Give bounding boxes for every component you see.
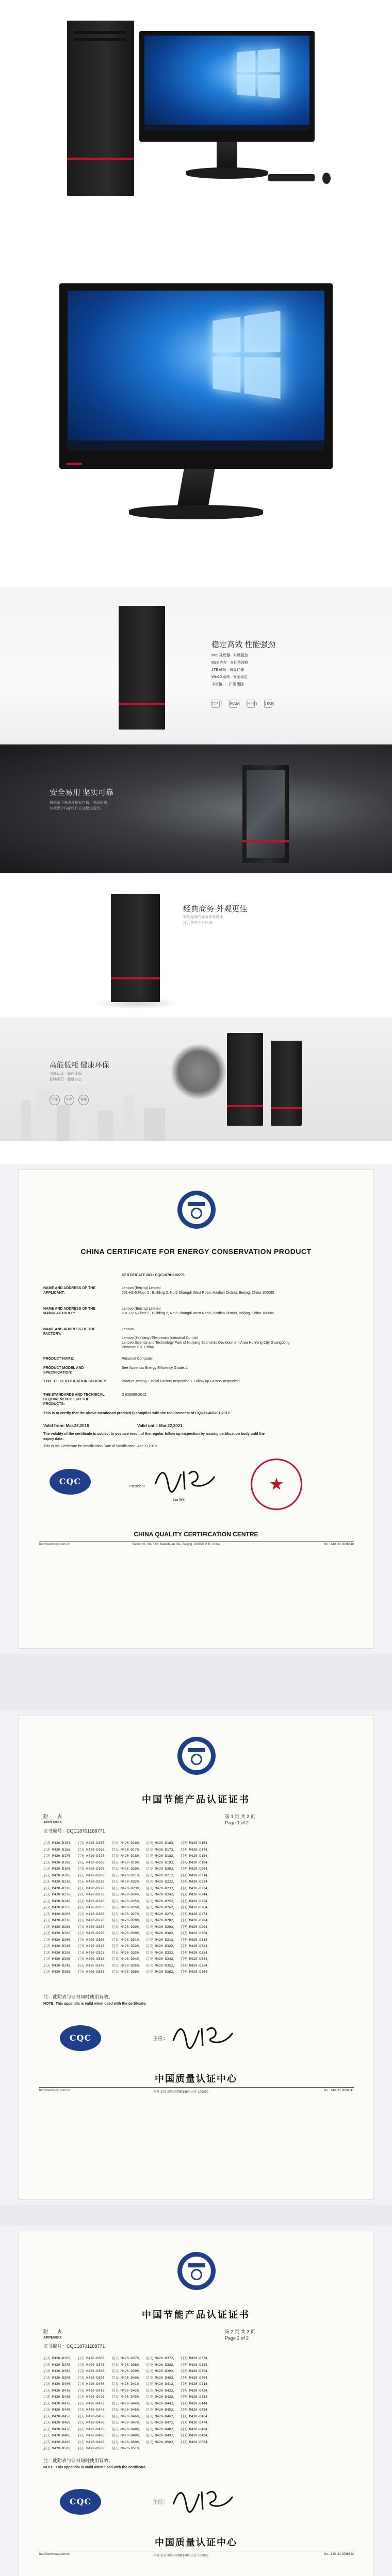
field-factory: NAME AND ADDRESS OF THE FACTORY: Lenovo bbox=[43, 1328, 134, 1336]
feature-icons bbox=[211, 700, 272, 708]
valid-from: Valid from: Mar.22,2018 bbox=[43, 1423, 89, 1428]
model-row: 启天 M420-D246， 启天 M420-D248， 启天 M420-D250， 启天 M420-D252， 启天 M420-D254， bbox=[43, 1899, 211, 1903]
desktop-tower bbox=[119, 606, 165, 730]
president-signature bbox=[153, 1464, 220, 1499]
text-line: 简约经典的商务外观设计， bbox=[183, 916, 226, 919]
text-line: 适合各类办公环境。 bbox=[183, 921, 216, 925]
model-row: 启天 M420-D276， 启天 M420-D278， 启天 M420-D280， 启天 M420-D282， 启天 M420-D284， bbox=[43, 1918, 211, 1922]
certificate-title: CHINA CERTIFICATE FOR ENERGY CONSERVATION PRODUCT bbox=[80, 1247, 312, 1256]
model-row: 启天 M420-D446， 启天 M420-D448， 启天 M420-D450， 启天 M420-D452， 启天 M420-D454， bbox=[43, 2408, 211, 2412]
ram-icon: RAM bbox=[229, 700, 237, 708]
field-scheme: TYPE OF CERTIFICATION SCHEMES: Product Testing + Initial Factory Inspection + Follow up Factory Inspection bbox=[43, 1380, 240, 1383]
hdd-icon: HDD bbox=[247, 700, 255, 708]
performance-section bbox=[0, 587, 392, 744]
appendix-certificate-2 bbox=[18, 2231, 374, 2576]
footer-url: http://www.cqc.com.cn bbox=[39, 2089, 70, 2092]
section-title: 经典商务 外观更佳 bbox=[183, 905, 248, 913]
modification-note: This is the Certificate for Modification,Date of Modification: Apr.03,2018 bbox=[43, 1445, 157, 1448]
keyboard bbox=[268, 174, 315, 181]
energy-certificate bbox=[18, 1170, 374, 1649]
footer-number: No.: 140. 31 0086640 bbox=[324, 1543, 354, 1546]
issuing-centre: 中国质量认证中心 bbox=[155, 2074, 237, 2084]
text-line: 机箱采用高强度钢板打造，坚固耐用， bbox=[50, 801, 111, 805]
separator bbox=[0, 1654, 392, 1710]
model-row: 启天 M420-D166， 启天 M420-D168， 启天 M420-D170， 启天 M420-D172， 启天 M420-D174， bbox=[43, 1847, 211, 1852]
model-row: 启天 M420-D296， 启天 M420-D298， 启天 M420-D300， 启天 M420-D302， 启天 M420-D304， bbox=[43, 1931, 211, 1935]
model-row: 启天 M420-D216， 启天 M420-D218， 启天 M420-D220， 启天 M420-D222， 启天 M420-D224， bbox=[43, 1879, 211, 1884]
model-row: 启天 M420-D256， 启天 M420-D258， 启天 M420-D260， 启天 M420-D262， 启天 M420-D264， bbox=[43, 1905, 211, 1909]
certificate-footer bbox=[39, 1541, 354, 1546]
cqc-emblem-icon bbox=[177, 1737, 216, 1775]
model-row: 启天 M420-D426， 启天 M420-D428， 启天 M420-D430， 启天 M420-D432， 启天 M420-D434， bbox=[43, 2395, 211, 2399]
appendix-certificate-1 bbox=[18, 1716, 374, 2200]
usb-icon: USB bbox=[264, 700, 272, 708]
model-row: 启天 M420-D206， 启天 M420-D208， 启天 M420-D210， 启天 M420-D212， 启天 M420-D214， bbox=[43, 1873, 211, 1877]
separator bbox=[0, 2205, 392, 2226]
field-factory-address: Lenovo (HuiYang) Electronics Industrial Co.,Ltd Lenovo Science and Technology Park of Huiyang Economic Development Area HuiYang City Guangdong Province P.R. China bbox=[122, 1336, 290, 1349]
certificate-number: CERTIFICATE NO.: CQC18701188771 bbox=[122, 1274, 185, 1277]
appendix-label-en: APPENDIX bbox=[43, 2336, 62, 2340]
desktop-screen bbox=[144, 36, 309, 131]
certificate-footer bbox=[39, 2087, 354, 2092]
hero-product-set bbox=[0, 0, 392, 227]
footer-address: 中国·北京·南四环西路188号九区 100070 bbox=[153, 2091, 208, 2094]
model-row: 启天 M420-D306， 启天 M420-D308， 启天 M420-D310， 启天 M420-D312， 启天 M420-D314， bbox=[43, 1937, 211, 1942]
feature-item: Win10 系统 · 安全稳定 bbox=[211, 675, 248, 679]
feature-item: Intel 处理器 · 升级强劲 bbox=[211, 654, 248, 657]
eco-badge: 环保 bbox=[64, 1095, 74, 1105]
desktop-tower bbox=[271, 1041, 302, 1126]
model-row: 启天 M420-D176， 启天 M420-D178， 启天 M420-D180， 启天 M420-D182， 启天 M420-D184， bbox=[43, 1854, 211, 1858]
tree-graphic bbox=[170, 1043, 227, 1100]
monitor-stand bbox=[217, 142, 237, 170]
validity-note: The validity of the certificate is subject to positive result of the regular follow up inspection by issuing certification body until the expiry date. bbox=[43, 1432, 265, 1441]
monitor-base bbox=[129, 505, 263, 519]
president-name: Liu Wei bbox=[173, 1498, 186, 1502]
footer-url: http://www.cqc.com.cn bbox=[39, 2553, 70, 2556]
conformity-statement: This is to certify that the above mentioned product(s) complies with the requirements of CQC31-465201-2012. bbox=[43, 1412, 231, 1415]
eco-badge: 节能 bbox=[50, 1095, 60, 1105]
model-row: 启天 M420-D466， 启天 M420-D468， 启天 M420-D470， 启天 M420-D472， 启天 M420-D474， bbox=[43, 2420, 211, 2425]
desktop-tower bbox=[67, 21, 134, 196]
cqc-logo-icon: CQC bbox=[60, 2489, 101, 2515]
hero-monitor bbox=[0, 227, 392, 587]
model-row: 启天 M420-D406， 启天 M420-D408， 启天 M420-D410， 启天 M420-D412， 启天 M420-D414， bbox=[43, 2382, 211, 2386]
certificate-panel bbox=[0, 2226, 392, 2576]
page-number-cn: 第 2 页 共 2 页 bbox=[225, 2329, 255, 2334]
page-number-cn: 第 1 页 共 2 页 bbox=[225, 1814, 255, 1819]
note-en: NOTE: This appendix is valid when used with the certificate. bbox=[43, 2002, 146, 2006]
model-row: 启天 M420-D386， 启天 M420-D388， 启天 M420-D390， 启天 M420-D392， 启天 M420-D394， bbox=[43, 2369, 211, 2373]
model-row: 启天 M420-D476， 启天 M420-D478， 启天 M420-D480， 启天 M420-D482， 启天 M420-D484， bbox=[43, 2427, 211, 2431]
field-model: PRODUCT MODEL AND SPECIFICATION: See Appendix Energy Efficiency Grade: 1 bbox=[43, 1366, 188, 1375]
model-list bbox=[43, 2355, 210, 2452]
desktop-tower-open bbox=[242, 765, 289, 863]
taskbar bbox=[68, 440, 324, 450]
section-title: 稳定高效 性能强劲 bbox=[211, 640, 276, 649]
floor-shadow bbox=[93, 997, 181, 1009]
appendix-label: 附 表 bbox=[43, 2329, 62, 2334]
appendix-label-en: APPENDIX bbox=[43, 1821, 62, 1824]
cqc-logo-icon: CQC bbox=[50, 1469, 91, 1495]
eco-badge: 低噪 bbox=[78, 1095, 89, 1105]
model-row: 启天 M420-D416， 启天 M420-D418， 启天 M420-D420， 启天 M420-D422， 启天 M420-D424， bbox=[43, 2388, 211, 2393]
model-row: 启天 M420-D486， 启天 M420-D488， 启天 M420-D490， 启天 M420-D492， 启天 M420-D494， bbox=[43, 2433, 211, 2437]
feature-item: 丰富接口 · 扩展便捷 bbox=[211, 683, 244, 686]
model-row: 启天 M420-D506， 启天 M420-D508， 启天 M420-D510， bbox=[43, 2446, 142, 2450]
official-seal-icon bbox=[251, 1459, 302, 1510]
field-product-name: PRODUCT NAME: Personal Computer bbox=[43, 1357, 153, 1361]
feature-item: 8GB 内存 · 多任务流畅 bbox=[211, 661, 249, 665]
page-number-en: Page 2 of 2 bbox=[225, 2335, 249, 2341]
model-row: 启天 M420-D186， 启天 M420-D188， 启天 M420-D190， 启天 M420-D192， 启天 M420-D194， bbox=[43, 1860, 211, 1865]
model-row: 启天 M420-D356， 启天 M420-D358， 启天 M420-D360， 启天 M420-D362， 启天 M420-D364， bbox=[43, 1970, 211, 1974]
taskbar bbox=[144, 125, 309, 130]
field-manufacturer: NAME AND ADDRESS OF THE MANUFACTURER: Lenovo (Beijing) Limited 201-H2-6,Floor 2 , Building 2, No.6 Shangdi West Road, Haidian District, Beijing, China 100085 bbox=[43, 1307, 274, 1315]
valid-until: Valid until: Mar.22,2021 bbox=[137, 1423, 183, 1428]
desktop-screen-large bbox=[68, 291, 324, 450]
certificate-number: 证书编号：CQC18701188771 bbox=[43, 1828, 105, 1834]
issuing-centre: CHINA QUALITY CERTIFICATION CENTRE bbox=[134, 1531, 258, 1538]
model-row: 启天 M420-D366， 启天 M420-D368， 启天 M420-D370， 启天 M420-D372， 启天 M420-D374， bbox=[43, 2356, 211, 2360]
brand-accent bbox=[67, 463, 82, 465]
certificate-footer bbox=[39, 2551, 354, 2556]
model-row: 启天 M420-D456， 启天 M420-D458， 启天 M420-D460， 启天 M420-D462， 启天 M420-D464， bbox=[43, 2414, 211, 2418]
section-text bbox=[50, 1071, 127, 1082]
text-line: 节能认证 · 绿色环保 bbox=[50, 1072, 82, 1076]
monitor-large bbox=[59, 283, 333, 469]
president-label: President bbox=[129, 1485, 145, 1488]
cqc-emblem-icon bbox=[177, 2252, 216, 2290]
footer-number: No.: 140. 31 0086642 bbox=[324, 2553, 354, 2556]
model-row: 启天 M420-D376， 启天 M420-D378， 启天 M420-D380， 启天 M420-D382， 启天 M420-D384， bbox=[43, 2362, 211, 2367]
model-row: 启天 M420-D286， 启天 M420-D288， 启天 M420-D290， 启天 M420-D292， 启天 M420-D294， bbox=[43, 1924, 211, 1929]
section-text bbox=[183, 914, 266, 926]
note-cn: 注：此附表与证书同时使用有效。 bbox=[43, 2458, 113, 2463]
feature-item: 1TB 硬盘 · 海量存储 bbox=[211, 668, 244, 672]
note-cn: 注：此附表与证书同时使用有效。 bbox=[43, 1994, 113, 1999]
mouse bbox=[322, 173, 331, 184]
model-row: 启天 M420-D336， 启天 M420-D338， 启天 M420-D340， 启天 M420-D342， 启天 M420-D344， bbox=[43, 1957, 211, 1961]
certificate-title: 中国节能产品认证证书 bbox=[142, 1794, 250, 1805]
note-en: NOTE: This appendix is valid when used with the certificate. bbox=[43, 2466, 146, 2469]
monitor-stand bbox=[177, 469, 215, 507]
cqc-emblem-icon bbox=[177, 1191, 216, 1229]
model-row: 启天 M420-D496， 启天 M420-D498， 启天 M420-D500， 启天 M420-D502， 启天 M420-D504， bbox=[43, 2439, 211, 2444]
model-row: 启天 M420-D316， 启天 M420-D318， 启天 M420-D320， 启天 M420-D322， 启天 M420-D324， bbox=[43, 1944, 211, 1948]
president-signature bbox=[171, 2020, 238, 2055]
model-row: 启天 M420-D266， 启天 M420-D268， 启天 M420-D270， 启天 M420-D272， 启天 M420-D274， bbox=[43, 1911, 211, 1916]
desktop-tower bbox=[111, 894, 160, 1002]
footer-url: http://www.cqc.com.cn bbox=[39, 1543, 70, 1546]
section-title: 安全易用 坚实可靠 bbox=[50, 788, 114, 797]
text-line: 低噪运行 · 健康办公 bbox=[50, 1078, 82, 1081]
model-row: 启天 M420-D326， 启天 M420-D328， 启天 M420-D330， 启天 M420-D332， 启天 M420-D334， bbox=[43, 1950, 211, 1955]
field-applicant: NAME AND ADDRESS OF THE APPLICANT: Lenovo (Beijing) Limited 201-H2-6,Floor 2 , Building 2, No.6 Shangdi West Road, Haidian District, Beijing, China 100085 bbox=[43, 1286, 274, 1295]
model-row: 启天 M420-D236， 启天 M420-D238， 启天 M420-D240， 启天 M420-D242， 启天 M420-D244， bbox=[43, 1892, 211, 1896]
model-row: 启天 M420-D436， 启天 M420-D438， 启天 M420-D440， 启天 M420-D442， 启天 M420-D444， bbox=[43, 2401, 211, 2405]
monitor bbox=[139, 31, 315, 142]
model-list bbox=[43, 1840, 210, 1975]
desktop-tower bbox=[227, 1033, 263, 1126]
footer-number: No.: 140. 31 0086641 bbox=[324, 2089, 354, 2092]
president-label: 主任： bbox=[153, 2500, 168, 2505]
windows-logo-icon bbox=[237, 48, 280, 98]
footer-address: Section 9 , No. 188, Nansihuan Xilu, Beijing, 100070 P. R. China bbox=[132, 1543, 220, 1546]
eco-badges bbox=[50, 1095, 89, 1105]
president-label: 主任： bbox=[153, 2036, 168, 2042]
section-title: 高能低耗 健康环保 bbox=[50, 1061, 109, 1069]
president-signature bbox=[171, 2484, 238, 2519]
certificate-number: 证书编号：CQC18701188771 bbox=[43, 2344, 105, 2349]
model-row: 启天 M420-D226， 启天 M420-D228， 启天 M420-D230， 启天 M420-D232， 启天 M420-D234， bbox=[43, 1886, 211, 1890]
model-row: 启天 M420-D396， 启天 M420-D398， 启天 M420-D400， 启天 M420-D402， 启天 M420-D404， bbox=[43, 2375, 211, 2380]
model-row: 启天 M420-D346， 启天 M420-D348， 启天 M420-D350， 启天 M420-D352， 启天 M420-D354， bbox=[43, 1963, 211, 1968]
monitor-base bbox=[186, 167, 268, 179]
text-line: 有效保护内部组件安全稳定运行。 bbox=[50, 807, 104, 810]
spacer bbox=[0, 1141, 392, 1164]
certificate-panel bbox=[0, 1164, 392, 1654]
security-section bbox=[0, 744, 392, 873]
cpu-icon: CPU bbox=[211, 700, 220, 708]
footer-address: 中国·北京·南四环西路188号九区 100070 bbox=[153, 2554, 208, 2557]
certificate-title: 中国节能产品认证证书 bbox=[142, 2310, 250, 2320]
section-text bbox=[50, 800, 127, 811]
windows-logo-icon bbox=[213, 311, 281, 399]
model-row: 启天 M420-D196， 启天 M420-D198， 启天 M420-D200， 启天 M420-D202， 启天 M420-D204， bbox=[43, 1867, 211, 1871]
appendix-label: 附 表 bbox=[43, 1814, 62, 1819]
classic-section bbox=[0, 873, 392, 1018]
field-standards: THE STANDARDS AND TECHNICAL REQUIREMENTS FOR THE PRODUCTS: GB28380-2012 bbox=[43, 1393, 146, 1406]
eco-section bbox=[0, 1018, 392, 1141]
certificate-panel bbox=[0, 1710, 392, 2205]
issuing-centre: 中国质量认证中心 bbox=[155, 2537, 237, 2548]
model-row: 启天 M420-D153， 启天 M420-D155， 启天 M420-D160， 启天 M420-D162， 启天 M420-D164， bbox=[43, 1841, 211, 1845]
cqc-logo-icon: CQC bbox=[60, 2025, 101, 2051]
page-number-en: Page 1 of 2 bbox=[225, 1820, 249, 1825]
